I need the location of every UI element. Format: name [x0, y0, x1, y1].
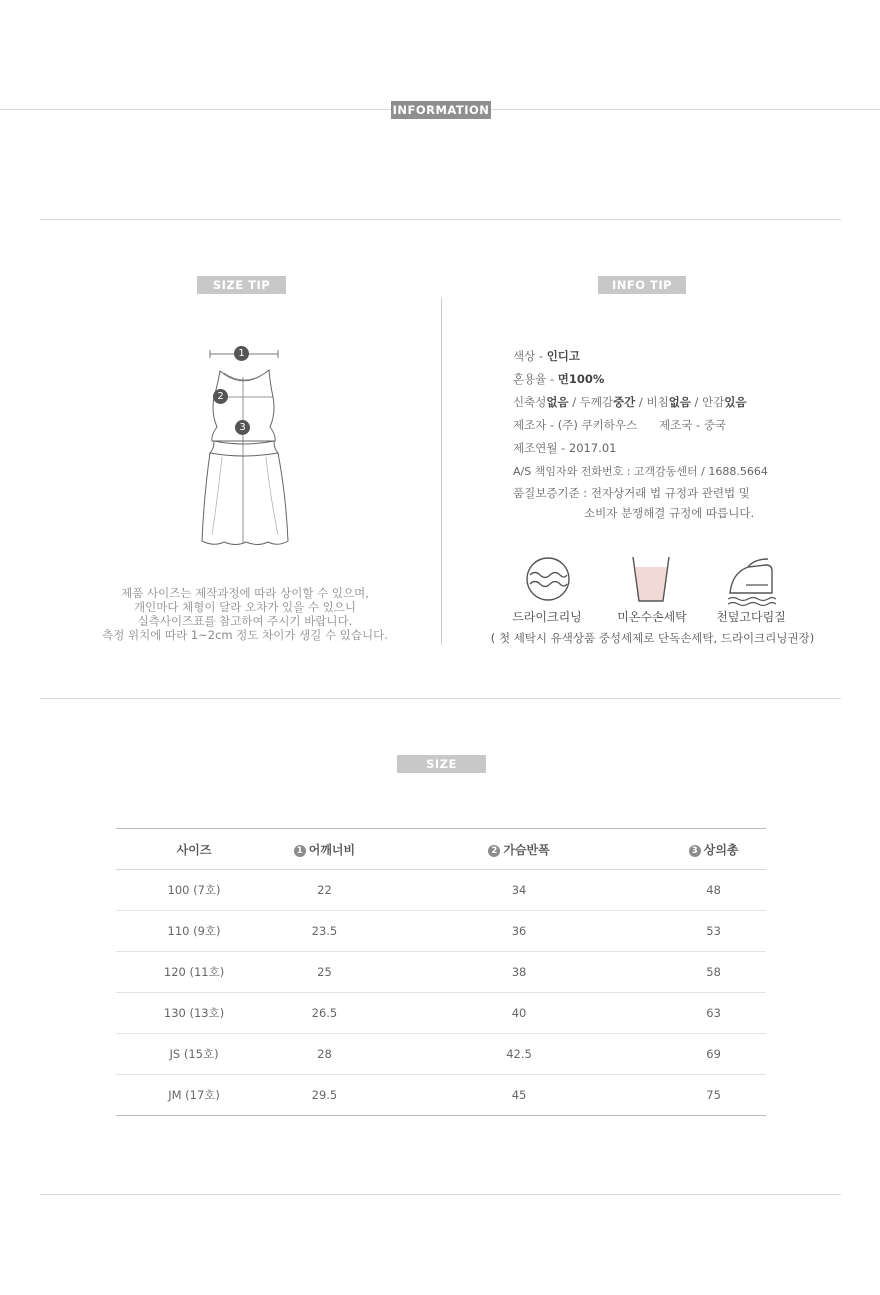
size-cell: JS (15호): [116, 1034, 272, 1075]
size-tip-note-line: 실측사이즈표를 참고하여 주시기 바랍니다.: [137, 614, 353, 628]
thickness-value: 중간: [613, 395, 636, 409]
care-label-handwash: 미온수손세탁: [617, 610, 687, 624]
size-tip-note-line: 개인마다 체형이 달라 오차가 있을 수 있으니: [134, 600, 356, 614]
table-row: [116, 1075, 766, 1116]
size-cell: JM (17호): [116, 1075, 272, 1116]
bust-cell: 45: [377, 1075, 661, 1116]
bust-cell: 34: [377, 870, 661, 911]
info-fabric-properties: [513, 391, 768, 414]
number-badge-2: 2: [488, 845, 500, 857]
info-date: 제조연월 - 2017.01: [513, 441, 617, 455]
iron-with-cloth-icon: [724, 553, 778, 607]
shoulder-cell: 23.5: [272, 911, 377, 952]
material-label: 혼용율 -: [513, 372, 558, 386]
bust-cell: 36: [377, 911, 661, 952]
care-label-iron: 천덮고다림질: [716, 610, 786, 624]
length-cell: 58: [661, 952, 766, 993]
size-tip-note-line: 제품 사이즈는 제작과정에 따라 상이할 수 있으며,: [121, 586, 369, 600]
header-bust: 2 가슴반폭: [377, 829, 661, 870]
size-tip-note-line: 측정 위치에 따라 1~2cm 정도 차이가 생길 수 있습니다.: [102, 628, 388, 642]
color-value: 인디고: [546, 349, 581, 363]
size-table: [116, 828, 766, 1116]
dry-clean-icon: [524, 555, 572, 603]
section-divider-top: [40, 219, 841, 220]
info-color: [513, 345, 768, 368]
length-cell: 48: [661, 870, 766, 911]
tip-column-divider: [441, 298, 442, 645]
length-cell: 63: [661, 993, 766, 1034]
header-shoulder: 1 어깨너비: [272, 829, 377, 870]
header-size: 사이즈: [116, 829, 272, 870]
size-tip-notes: [60, 586, 430, 642]
info-quality-1: 품질보증기준 : 전자상거래 법 규정과 관련법 및: [513, 486, 750, 500]
information-badge: INFORMATION: [392, 103, 490, 117]
shoulder-cell: 26.5: [272, 993, 377, 1034]
size-table-header: [116, 829, 766, 870]
shoulder-cell: 29.5: [272, 1075, 377, 1116]
number-badge-3: 3: [689, 845, 701, 857]
size-cell: 120 (11호): [116, 952, 272, 993]
shoulder-cell: 28: [272, 1034, 377, 1075]
sheer-label: / 비침: [635, 395, 669, 409]
table-row: [116, 993, 766, 1034]
info-quality-2: 소비자 분쟁해결 규정에 따릅니다.: [584, 506, 755, 520]
shoulder-cell: 25: [272, 952, 377, 993]
length-cell: 69: [661, 1034, 766, 1075]
bust-cell: 38: [377, 952, 661, 993]
stretch-label: 신축성: [513, 395, 547, 409]
size-marker-1: 1: [234, 346, 249, 361]
info-maker: 제조자 - (주) 쿠키하우스 제조국 - 중국: [513, 418, 727, 432]
length-cell: 75: [661, 1075, 766, 1116]
sheer-value: 없음: [668, 395, 691, 409]
size-marker-2: 2: [213, 389, 228, 404]
header-length: 3 상의총: [661, 829, 766, 870]
color-label: 색상 -: [513, 349, 547, 363]
bust-cell: 42.5: [377, 1034, 661, 1075]
size-cell: 100 (7호): [116, 870, 272, 911]
stretch-value: 없음: [546, 395, 569, 409]
care-note: ( 첫 세탁시 유색상품 중성세제로 단독손세탁, 드라이크리닝권장): [490, 631, 815, 645]
size-badge: SIZE: [397, 755, 486, 773]
thickness-label: / 두께감: [568, 395, 614, 409]
lining-value: 있음: [724, 395, 747, 409]
size-tip-badge: SIZE TIP: [197, 276, 286, 294]
info-tip-badge: INFO TIP: [598, 276, 686, 294]
lining-label: / 안감: [690, 395, 725, 409]
size-cell: 130 (13호): [116, 993, 272, 1034]
size-cell: 110 (9호): [116, 911, 272, 952]
table-row: [116, 870, 766, 911]
table-row: [116, 952, 766, 993]
table-row: [116, 1034, 766, 1075]
info-material: [513, 368, 768, 391]
product-info-list: [513, 345, 768, 523]
lukewarm-handwash-icon: [630, 555, 672, 603]
material-value: 면100%: [557, 372, 605, 386]
care-label-dry-clean: 드라이크리닝: [512, 610, 582, 624]
shoulder-cell: 22: [272, 870, 377, 911]
bust-cell: 40: [377, 993, 661, 1034]
section-divider-middle: [40, 698, 841, 699]
length-cell: 53: [661, 911, 766, 952]
section-divider-bottom: [40, 1194, 841, 1195]
info-as: A/S 책임자와 전화번호 : 고객감동센터 / 1688.5664: [513, 465, 768, 478]
number-badge-1: 1: [294, 845, 306, 857]
dress-diagram: [190, 335, 300, 555]
table-row: [116, 911, 766, 952]
size-marker-3: 3: [235, 420, 250, 435]
